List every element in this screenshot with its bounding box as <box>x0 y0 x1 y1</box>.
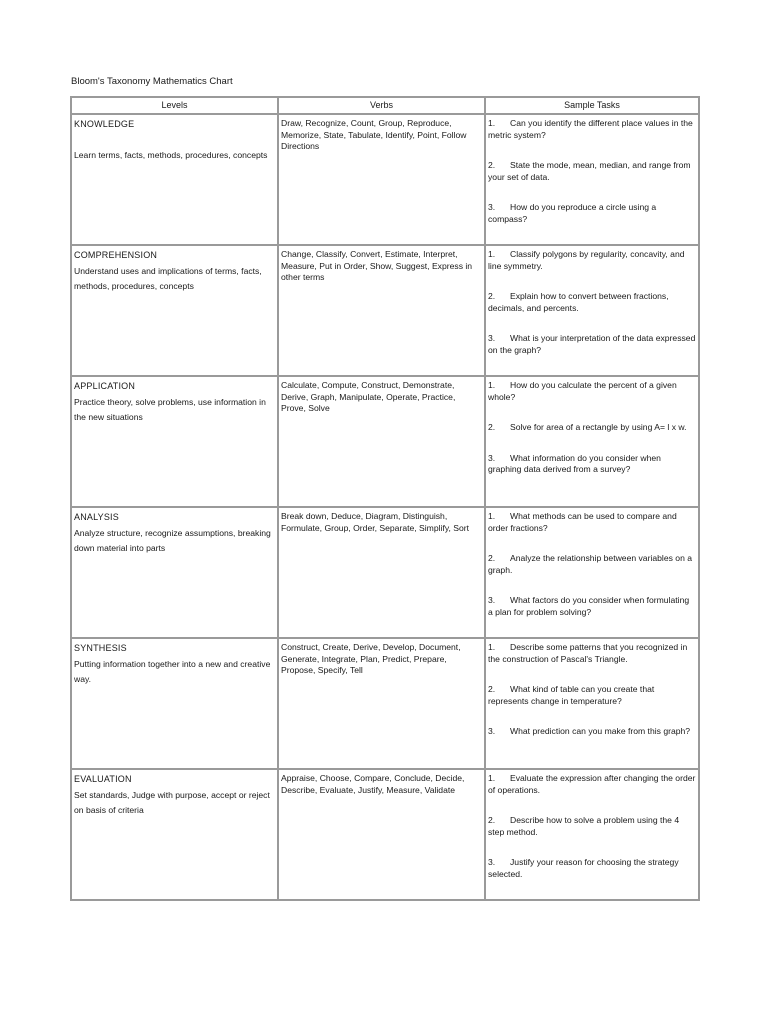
level-description: Analyze structure, recognize assumptions, breaking down material into parts <box>74 527 271 554</box>
sample-tasks-cell <box>485 376 699 507</box>
verbs-cell <box>278 245 485 376</box>
level-cell <box>71 245 278 376</box>
task-text: What prediction can you make from this graph? <box>510 726 691 737</box>
sample-task-item <box>488 422 696 434</box>
task-text: What information do you consider when graphing data derived from a survey? <box>488 452 661 475</box>
document-title: Bloom's Taxonomy Mathematics Chart <box>71 76 233 87</box>
task-number: 2. <box>488 684 496 695</box>
table-body <box>71 114 699 900</box>
task-number: 1. <box>488 511 496 521</box>
task-number: 3. <box>488 857 496 868</box>
header-levels: Levels <box>71 97 278 114</box>
task-number: 2. <box>488 160 496 171</box>
sample-task-list <box>488 642 696 738</box>
sample-task-item <box>488 249 696 272</box>
sample-task-item <box>488 684 696 707</box>
verbs-text: Construct, Create, Derive, Develop, Document, Generate, Integrate, Plan, Predict, Prepare, Propose, Specify, Tell <box>281 642 461 676</box>
sample-task-item <box>488 202 696 225</box>
sample-task-item <box>488 773 696 796</box>
header-verbs: Verbs <box>278 97 485 114</box>
sample-task-item <box>488 333 696 356</box>
sample-task-list <box>488 380 696 476</box>
table-row <box>71 507 699 638</box>
level-cell <box>71 114 278 245</box>
task-number: 1. <box>488 642 496 652</box>
sample-task-item <box>488 815 696 838</box>
task-text: Describe how to solve a problem using the 4 step method. <box>488 815 680 837</box>
level-description: Putting information together into a new and creative way. <box>74 658 271 685</box>
sample-tasks-cell <box>485 245 699 376</box>
sample-task-item <box>488 291 696 314</box>
task-text: Solve for area of a rectangle by using A= l x w. <box>510 422 687 433</box>
task-number: 2. <box>488 553 496 564</box>
level-name: KNOWLEDGE <box>74 119 135 129</box>
verbs-text: Calculate, Compute, Construct, Demonstrate, Derive, Graph, Manipulate, Operate, Practice, Prove, Solve <box>281 380 456 414</box>
level-cell <box>71 507 278 638</box>
verbs-text: Change, Classify, Convert, Estimate, Interpret, Measure, Put in Order, Show, Suggest, Express in other terms <box>281 249 473 283</box>
table-row <box>71 769 699 900</box>
header-sample-tasks: Sample Tasks <box>485 97 699 114</box>
level-name: COMPREHENSION <box>74 250 158 260</box>
task-text: What is your interpretation of the data expressed on the graph? <box>488 333 696 355</box>
sample-tasks-cell <box>485 507 699 638</box>
verbs-text: Draw, Recognize, Count, Group, Reproduce, Memorize, State, Tabulate, Identify, Point, Follow Directions <box>281 118 467 152</box>
task-text: Evaluate the expression after changing the order of operations. <box>488 773 696 795</box>
sample-task-item <box>488 726 696 738</box>
sample-tasks-cell <box>485 638 699 769</box>
task-number: 3. <box>488 202 496 213</box>
task-text: Can you identify the different place values in the metric system? <box>488 118 693 140</box>
task-text: What factors do you consider when formulating a plan for problem solving? <box>488 595 690 617</box>
sample-tasks-cell <box>485 769 699 900</box>
task-number: 3. <box>488 333 496 344</box>
table-row <box>71 638 699 769</box>
task-text: Classify polygons by regularity, concavity, and line symmetry. <box>488 249 685 271</box>
header-row <box>71 97 699 114</box>
task-text: State the mode, mean, median, and range from your set of data. <box>488 160 691 182</box>
task-text: What methods can be used to compare and order fractions? <box>488 511 677 533</box>
sample-task-item <box>488 595 696 618</box>
level-cell <box>71 376 278 507</box>
task-number: 1. <box>488 380 496 390</box>
sample-task-item <box>488 553 696 576</box>
level-name: SYNTHESIS <box>74 643 127 653</box>
sample-task-item <box>488 857 696 880</box>
task-number: 1. <box>488 773 496 783</box>
task-text: How do you reproduce a circle using a compass? <box>488 202 657 224</box>
table-row <box>71 114 699 245</box>
task-number: 3. <box>488 595 496 606</box>
sample-task-item <box>488 118 696 141</box>
sample-task-item <box>488 642 696 665</box>
sample-task-list <box>488 511 696 619</box>
level-description: Set standards, Judge with purpose, accept or reject on basis of criteria <box>74 789 270 816</box>
task-text: What kind of table can you create that represents change in temperature? <box>488 684 655 706</box>
sample-tasks-cell <box>485 114 699 245</box>
task-text: Justify your reason for choosing the strategy selected. <box>488 857 679 879</box>
level-name: EVALUATION <box>74 774 132 784</box>
task-number: 1. <box>488 118 496 128</box>
level-name: ANALYSIS <box>74 512 119 522</box>
level-description: Understand uses and implications of terms, facts, methods, procedures, concepts <box>74 265 262 292</box>
task-number: 3. <box>488 726 496 737</box>
verbs-text: Appraise, Choose, Compare, Conclude, Decide, Describe, Evaluate, Justify, Measure, Validate <box>281 773 465 795</box>
verbs-text: Break down, Deduce, Diagram, Distinguish, Formulate, Group, Order, Separate, Simplify, Sort <box>281 511 470 533</box>
task-text: How do you calculate the percent of a given whole? <box>488 380 677 402</box>
table-row <box>71 376 699 507</box>
table-row <box>71 245 699 376</box>
level-cell <box>71 638 278 769</box>
verbs-cell <box>278 507 485 638</box>
verbs-cell <box>278 114 485 245</box>
sample-task-item <box>488 511 696 534</box>
level-name: APPLICATION <box>74 381 136 391</box>
verbs-cell <box>278 376 485 507</box>
sample-task-item <box>488 160 696 183</box>
task-number: 3. <box>488 452 496 463</box>
taxonomy-table <box>70 96 700 901</box>
task-number: 1. <box>488 249 496 259</box>
level-description: Practice theory, solve problems, use information in the new situations <box>74 396 266 423</box>
verbs-cell <box>278 638 485 769</box>
level-description: Learn terms, facts, methods, procedures, concepts <box>74 149 268 160</box>
sample-task-list <box>488 773 696 881</box>
sample-task-list <box>488 118 696 226</box>
task-number: 2. <box>488 815 496 826</box>
sample-task-list <box>488 249 696 357</box>
verbs-cell <box>278 769 485 900</box>
task-text: Explain how to convert between fractions, decimals, and percents. <box>488 291 669 313</box>
sample-task-item <box>488 453 696 476</box>
sample-task-item <box>488 380 696 403</box>
task-text: Describe some patterns that you recognized in the construction of Pascal's Triangle. <box>488 642 688 664</box>
task-number: 2. <box>488 422 496 433</box>
task-text: Analyze the relationship between variables on a graph. <box>488 553 693 575</box>
task-number: 2. <box>488 291 496 302</box>
level-cell <box>71 769 278 900</box>
